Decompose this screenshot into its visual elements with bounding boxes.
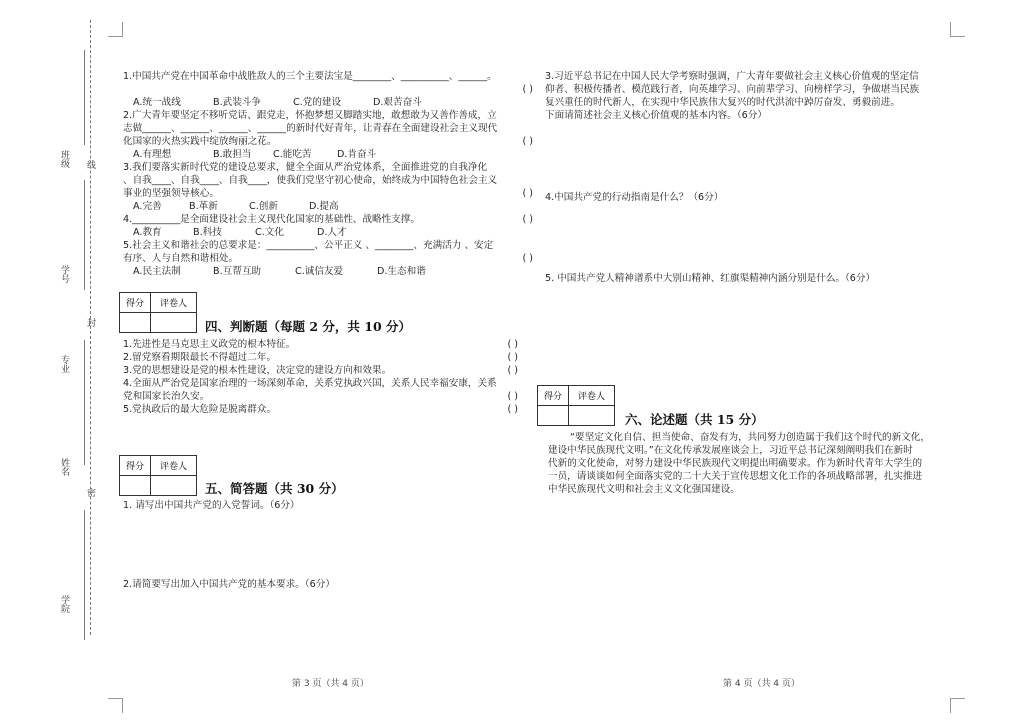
binding-label-major: 专业 — [59, 355, 69, 373]
score-label: 得分 — [120, 456, 151, 476]
judge-question: 1.先进性是马克思主义政党的根本特征。 — [123, 339, 296, 350]
binding-label-name: 姓名 — [59, 458, 69, 476]
binding-line — [84, 340, 85, 465]
grader-label: 评卷人 — [151, 293, 197, 313]
essay-line: 代新的文化使命，对努力建设中华民族现代文明提出明确要求。作为新时代青年大学生的 — [548, 458, 923, 469]
question-text: 5. 中国共产党人精神谱系中大别山精神、红旗渠精神内涵分别是什么。（6分） — [545, 273, 876, 284]
short-answer-2 — [123, 578, 335, 591]
choice-question-2 — [123, 109, 533, 161]
right-q3 — [545, 70, 919, 122]
binding-marker-xian: 线 — [85, 160, 95, 169]
section-6-title: 六、论述题（共 15 分） — [625, 412, 764, 427]
choice-question-4 — [123, 213, 533, 239]
short-question-1: 1. 请写出中国共产党的入党誓词。（6分） — [123, 500, 300, 511]
options: A.完善 B.革新 C.创新 D.提高 — [133, 201, 339, 212]
short-question-2: 2.请简要写出加入中国共产党的基本要求。（6分） — [123, 579, 335, 590]
section-5-title: 五、简答题（共 30 分） — [205, 481, 344, 496]
question-text: 志做______、______、______、______的新时代好青年，让青春在全面建设社会主义现代 — [123, 123, 498, 134]
binding-label-class: 班级 — [59, 150, 69, 168]
binding-margin — [20, 20, 95, 640]
essay-line: 一员，请谈谈如何全面落实党的二十大关于宣传思想文化工作的各项战略部署，扎实推进 — [548, 471, 923, 482]
score-label: 得分 — [120, 293, 151, 313]
essay-prompt — [548, 431, 930, 496]
judge-question: 5.党执政后的最大危险是脱离群众。 — [123, 404, 277, 415]
answer-paren: ( ) — [522, 84, 533, 95]
answer-paren: ( ) — [522, 214, 533, 225]
choice-question-1 — [123, 70, 533, 109]
binding-line — [84, 510, 85, 640]
binding-label-college: 学院 — [59, 595, 69, 613]
left-page-footer: 第 3 页（共 4 页） — [292, 679, 369, 689]
choice-question-5 — [123, 239, 533, 278]
right-q4 — [545, 191, 723, 204]
question-text: 2.广大青年要坚定不移听党话、跟党走，怀抱梦想又脚踏实地，敢想敢为又善作善成，立 — [123, 110, 497, 121]
section-4-title: 四、判断题（每题 2 分，共 10 分） — [205, 319, 412, 334]
score-box-sec6 — [537, 385, 615, 426]
binding-marker-feng: 封 — [85, 318, 95, 327]
grader-cell[interactable] — [569, 406, 615, 426]
question-text: 、自我____、自我____、自我____，使我们党坚守初心使命，始终成为中国特色社会主义 — [123, 175, 498, 186]
options: A.统一战线 B.武装斗争 C.党的建设 D.艰苦奋斗 — [133, 97, 422, 108]
essay-line: “要坚定文化自信、担当使命、奋发有为，共同努力创造属于我们这个时代的新文化， — [570, 432, 930, 443]
crop-mark-bottom-left — [108, 698, 123, 713]
essay-line: 建设中华民族现代文明。”在文化传承发展座谈会上，习近平总书记深刻阐明我们在新时 — [548, 445, 913, 456]
short-answer-1 — [123, 499, 300, 512]
right-q5 — [545, 272, 875, 285]
left-page-choice — [123, 70, 533, 278]
score-box-sec4 — [119, 292, 197, 333]
question-text: 化国家的火热实践中绽放绚丽之花。 — [123, 136, 277, 147]
grader-cell[interactable] — [151, 476, 197, 496]
answer-paren: ( ) — [522, 136, 533, 147]
judge-question: 党和国家长治久安。 — [123, 391, 210, 402]
answer-paren: ( ) — [507, 391, 518, 402]
answer-paren: ( ) — [522, 188, 533, 199]
question-text: 3.习近平总书记在中国人民大学考察时强调，广大青年要做社会主义核心价值观的坚定信 — [545, 71, 919, 82]
crop-mark-top-left — [108, 22, 123, 37]
question-text: 5.社会主义和谐社会的总要求是：__________、公平正义 、________、充满活力 、安定 — [123, 240, 494, 251]
binding-line — [84, 50, 85, 145]
question-text: 4.__________是全面建设社会主义现代化国家的基础性、战略性支撑。 — [123, 214, 420, 225]
essay-line: 中华民族现代文明和社会主义文化强国建设。 — [548, 484, 740, 495]
question-text: 仰者、积极传播者、模范践行者，向英雄学习、向前辈学习、向榜样学习，争做堪当民族 — [545, 84, 920, 95]
grader-label: 评卷人 — [569, 386, 615, 406]
grader-label: 评卷人 — [151, 456, 197, 476]
score-cell[interactable] — [120, 313, 151, 333]
judge-questions — [123, 338, 518, 416]
answer-paren: ( ) — [522, 253, 533, 264]
score-cell[interactable] — [538, 406, 569, 426]
judge-question: 2.留党察看期限最长不得超过二年。 — [123, 352, 277, 363]
judge-question: 3.党的思想建设是党的根本性建设，决定党的建设方向和效果。 — [123, 365, 392, 376]
question-text: 4.中国共产党的行动指南是什么？（6分） — [545, 192, 724, 203]
crop-mark-bottom-right — [950, 698, 965, 713]
right-page-footer: 第 4 页（共 4 页） — [723, 679, 800, 689]
options: A.民主法制 B.互帮互助 C.诚信友爱 D.生态和谐 — [133, 266, 426, 277]
question-text: 下面请简述社会主义核心价值观的基本内容。（6分） — [545, 110, 767, 121]
judge-question: 4.全面从严治党是国家治理的一场深刻革命，关系党执政兴国，关系人民幸福安康，关系 — [123, 378, 497, 389]
question-text: 1.中国共产党在中国革命中战胜敌人的三个主要法宝是________、__________、______。 — [123, 71, 497, 82]
question-text: 事业的坚强领导核心。 — [123, 188, 219, 199]
score-cell[interactable] — [120, 476, 151, 496]
score-box-sec5 — [119, 455, 197, 496]
answer-paren: ( ) — [507, 404, 518, 415]
answer-paren: ( ) — [507, 365, 518, 376]
grader-cell[interactable] — [151, 313, 197, 333]
answer-paren: ( ) — [507, 352, 518, 363]
question-text: 复兴重任的时代新人，在实现中华民族伟大复兴的时代洪流中踔厉奋发、勇毅前进。 — [545, 97, 900, 108]
question-text: 3.我们要落实新时代党的建设总要求，健全全面从严治党体系，全面推进党的自我净化 — [123, 162, 488, 173]
options: A.有理想 B.敢担当 C.能吃苦 D.肯奋斗 — [133, 149, 377, 160]
binding-label-id: 学号 — [59, 265, 69, 283]
question-text: 有序、人与自然和谐相处。 — [123, 253, 239, 264]
choice-question-3 — [123, 161, 533, 213]
score-label: 得分 — [538, 386, 569, 406]
crop-mark-top-right — [950, 22, 965, 37]
binding-cut-line — [90, 20, 91, 635]
options: A.教育 B.科技 C.文化 D.人才 — [133, 227, 347, 238]
answer-paren: ( ) — [507, 339, 518, 350]
binding-line — [84, 180, 85, 290]
binding-marker-mi: 密 — [85, 488, 95, 497]
